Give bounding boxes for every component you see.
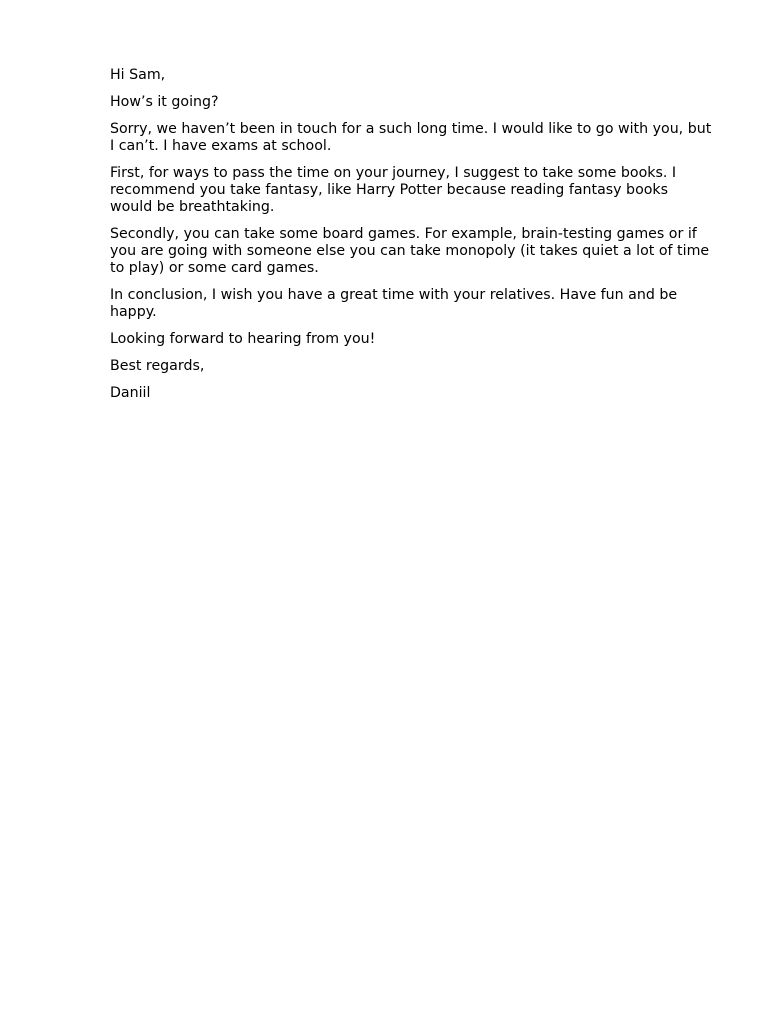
letter-greeting: Hi Sam,: [110, 67, 166, 83]
letter-sign-off: Best regards,: [110, 358, 205, 374]
letter-body: [110, 67, 712, 412]
letter-paragraph-conclusion: In conclusion, I wish you have a great time with your relatives. Have fun and be happy.: [110, 287, 678, 320]
letter-paragraph-apology: Sorry, we haven’t been in touch for a such long time. I would like to go with you, but I can’t. I have exams at school.: [110, 121, 712, 154]
letter-signature: Daniil: [110, 385, 151, 401]
letter-paragraph-games: Secondly, you can take some board games. For example, brain-testing games or if you are going with someone else you can take monopoly (it takes quiet a lot of time to play) or some card games.: [110, 226, 710, 276]
letter-paragraph-books: First, for ways to pass the time on your journey, I suggest to take some books. I recommend you take fantasy, like Harry Potter because reading fantasy books would be breathtaking.: [110, 165, 677, 215]
letter-opening: How’s it going?: [110, 94, 219, 110]
letter-closing-line: Looking forward to hearing from you!: [110, 331, 376, 347]
